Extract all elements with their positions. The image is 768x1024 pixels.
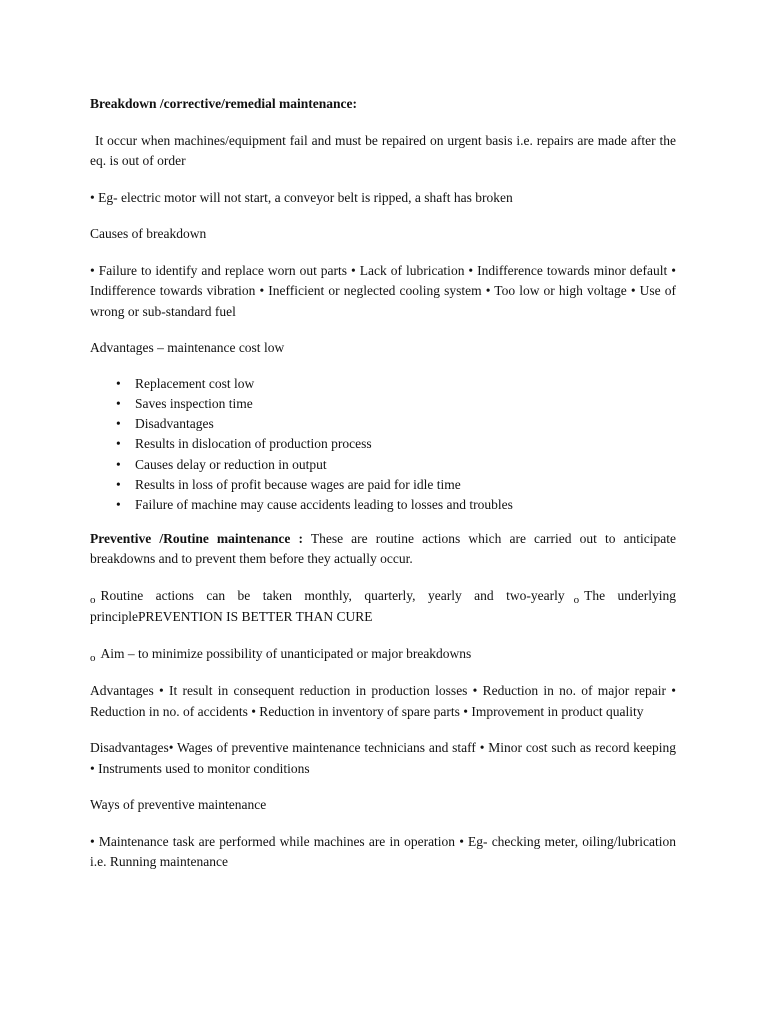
list-item: • Results in loss of profit because wages are paid for idle time (135, 475, 676, 495)
list-item: • Failure of machine may cause accidents leading to losses and troubles (135, 495, 676, 515)
preventive-text: These are routine actions which are carried out to anticipate breakdowns and to prevent them before they actually occur. (90, 530, 677, 567)
preventive-paragraph (90, 529, 676, 570)
breakdown-example: • Eg- electric motor will not start, a conveyor belt is ripped, a shaft has broken (90, 189, 513, 205)
breakdown-intro: It occur when machines/equipment fail and must be repaired on urgent basis i.e. repairs are made after the eq. is out of order (90, 132, 676, 168)
circle-bullet-icon: o (573, 593, 580, 606)
circle-bullet-icon: o (90, 593, 96, 606)
list-item: • Disadvantages (135, 414, 676, 434)
causes-text: • Failure to identify and replace worn out parts • Lack of lubrication • Indifference towards minor default • Indifference towards vibration • Inefficient or neglected cooling system • Too low or high voltage • Use of wrong or sub-standard fuel (90, 262, 676, 319)
list-item: • Causes delay or reduction in output (135, 455, 676, 475)
advantages-bullet-list (90, 374, 676, 516)
ways-text: • Maintenance task are performed while machines are in operation • Eg- checking meter, oiling/lubrication i.e. Running maintenance (90, 833, 676, 870)
ways-title: Ways of preventive maintenance (90, 797, 267, 813)
preventive-disadvantages: Disadvantages• Wages of preventive maintenance technicians and staff • Minor cost such as record keeping • Instruments used to monitor conditions (90, 740, 676, 776)
aim-paragraph (90, 644, 676, 666)
preventive-heading: Preventive /Routine maintenance : (90, 530, 303, 546)
circle-bullet-icon: o (90, 651, 96, 664)
list-item: • Replacement cost low (135, 374, 676, 394)
preventive-advantages: Advantages • It result in consequent reduction in production losses • Reduction in no. of major repair • Reduction in no. of accidents • Reduction in inventory of spare parts • Improvement in product quality (90, 683, 676, 719)
causes-title: Causes of breakdown (90, 226, 207, 241)
principle-text: The underlying principlePREVENTION IS BETTER THAN CURE (90, 587, 676, 625)
aim-text: Aim – to minimize possibility of unanticipated or major breakdowns (100, 645, 472, 661)
list-item: • Results in dislocation of production process (135, 434, 676, 454)
advantages-line: Advantages – maintenance cost low (90, 340, 285, 355)
list-item: • Saves inspection time (135, 394, 676, 414)
routine-text: Routine actions can be taken monthly, quarterly, yearly and two-yearly (100, 587, 565, 603)
routine-paragraph (90, 586, 676, 628)
breakdown-heading: Breakdown /corrective/remedial maintenance: (90, 96, 357, 111)
